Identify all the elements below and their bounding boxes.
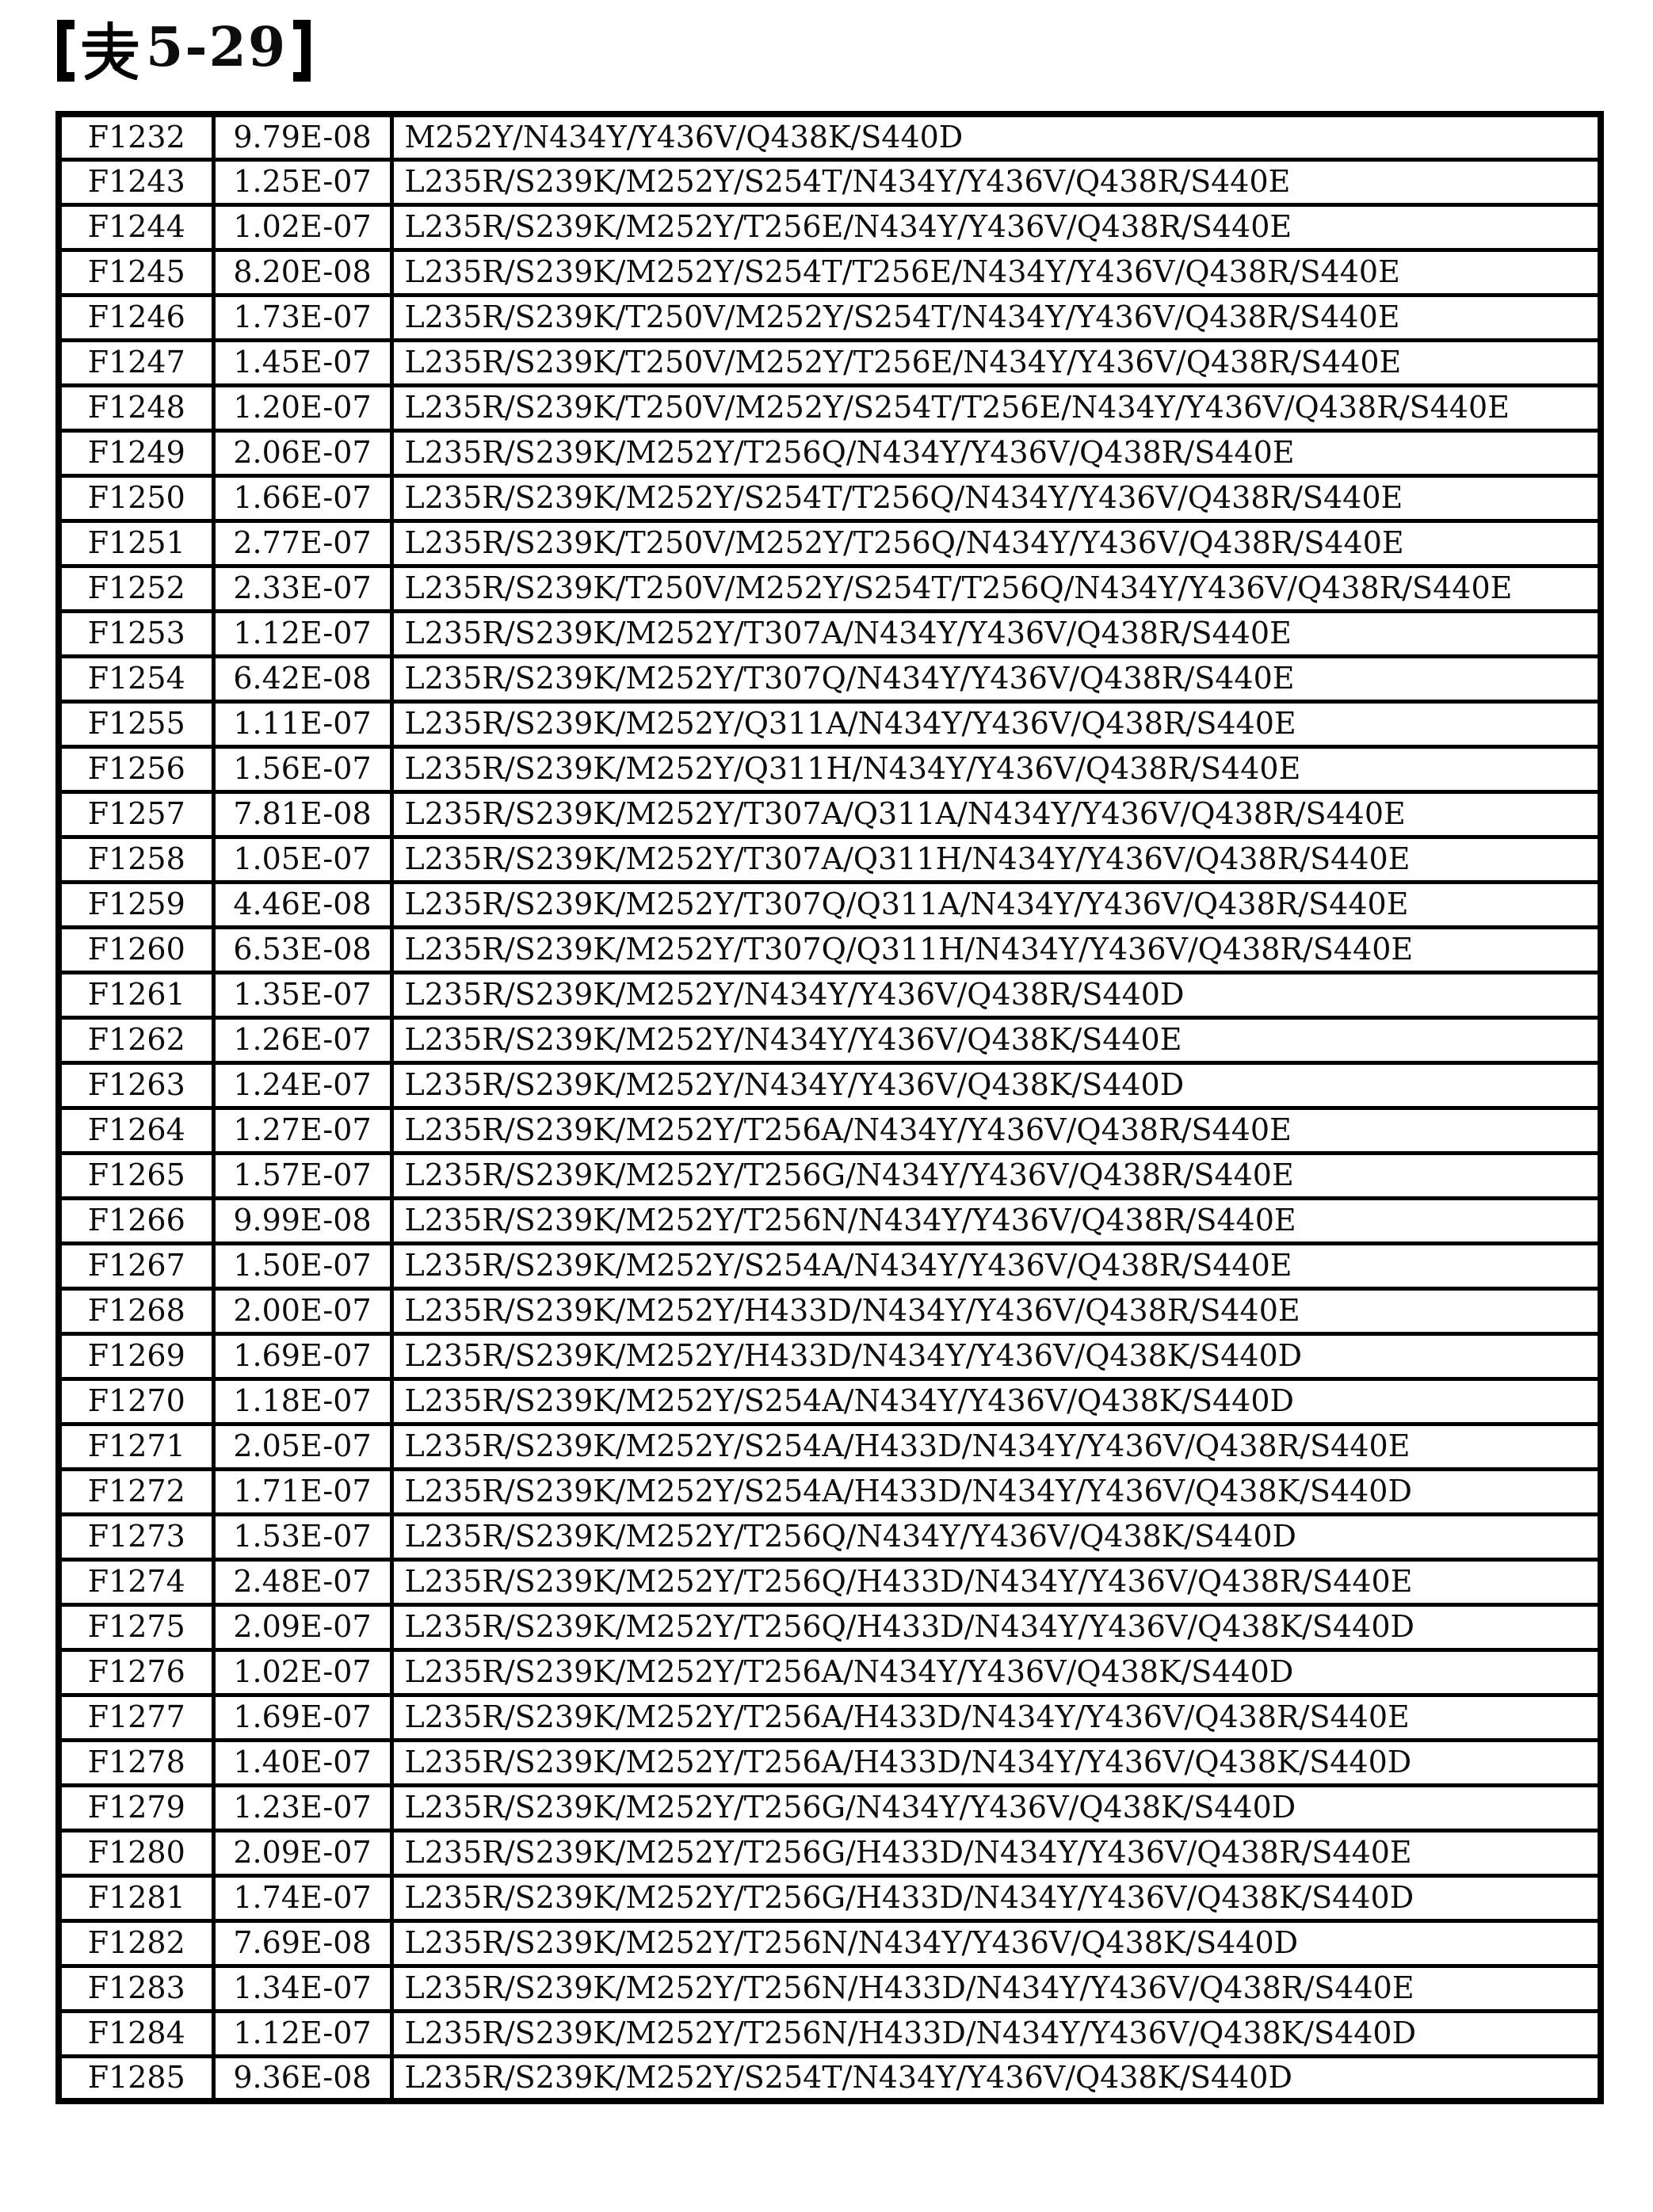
mutations-cell: L235R/S239K/M252Y/T256A/H433D/N434Y/Y436V/Q438K/S440D	[391, 1740, 1601, 1785]
variant-id-cell: F1255	[59, 701, 213, 746]
table-row	[59, 295, 1601, 340]
table-row	[59, 1875, 1601, 1920]
value-cell: 1.50E-07	[213, 1243, 391, 1288]
table-row	[59, 1469, 1601, 1514]
table-row	[59, 837, 1601, 882]
mutations-cell: L235R/S239K/T250V/M252Y/T256E/N434Y/Y436V/Q438R/S440E	[391, 340, 1601, 385]
value-cell: 1.12E-07	[213, 611, 391, 656]
table-row	[59, 1153, 1601, 1198]
variant-id-cell: F1269	[59, 1333, 213, 1379]
table-row	[59, 114, 1601, 159]
table-row	[59, 566, 1601, 611]
mutations-cell: L235R/S239K/M252Y/Q311H/N434Y/Y436V/Q438R/S440E	[391, 746, 1601, 791]
value-cell: 6.53E-08	[213, 927, 391, 972]
variant-id-cell: F1267	[59, 1243, 213, 1288]
table-row	[59, 250, 1601, 295]
value-cell: 2.09E-07	[213, 1604, 391, 1649]
table-row	[59, 1333, 1601, 1379]
variant-id-cell: F1276	[59, 1649, 213, 1695]
mutations-cell: L235R/S239K/M252Y/T256A/N434Y/Y436V/Q438R/S440E	[391, 1108, 1601, 1153]
mutations-cell: L235R/S239K/M252Y/T256E/N434Y/Y436V/Q438R/S440E	[391, 204, 1601, 250]
table-row	[59, 475, 1601, 521]
mutations-cell: L235R/S239K/T250V/M252Y/S254T/T256Q/N434Y/Y436V/Q438R/S440E	[391, 566, 1601, 611]
mutations-cell: L235R/S239K/M252Y/S254A/H433D/N434Y/Y436V/Q438R/S440E	[391, 1424, 1601, 1469]
value-cell: 2.48E-07	[213, 1559, 391, 1604]
table-row	[59, 791, 1601, 837]
variant-id-cell: F1279	[59, 1785, 213, 1830]
mutations-cell: L235R/S239K/M252Y/N434Y/Y436V/Q438K/S440E	[391, 1017, 1601, 1062]
value-cell: 1.71E-07	[213, 1469, 391, 1514]
value-cell: 2.33E-07	[213, 566, 391, 611]
mutations-cell: L235R/S239K/M252Y/T307A/Q311A/N434Y/Y436V/Q438R/S440E	[391, 791, 1601, 837]
mutations-cell: L235R/S239K/M252Y/T307Q/Q311H/N434Y/Y436V/Q438R/S440E	[391, 927, 1601, 972]
value-cell: 1.24E-07	[213, 1062, 391, 1108]
value-cell: 9.79E-08	[213, 114, 391, 159]
mutations-cell: L235R/S239K/M252Y/H433D/N434Y/Y436V/Q438K/S440D	[391, 1333, 1601, 1379]
value-cell: 1.20E-07	[213, 385, 391, 430]
mutations-cell: L235R/S239K/M252Y/T307A/N434Y/Y436V/Q438R/S440E	[391, 611, 1601, 656]
table-row	[59, 1424, 1601, 1469]
value-cell: 7.81E-08	[213, 791, 391, 837]
table-row	[59, 656, 1601, 701]
variant-id-cell: F1282	[59, 1920, 213, 1966]
table-row	[59, 340, 1601, 385]
value-cell: 9.36E-08	[213, 2056, 391, 2101]
value-cell: 1.26E-07	[213, 1017, 391, 1062]
value-cell: 1.05E-07	[213, 837, 391, 882]
variant-id-cell: F1246	[59, 295, 213, 340]
value-cell: 1.56E-07	[213, 746, 391, 791]
variant-id-cell: F1259	[59, 882, 213, 927]
variant-id-cell: F1264	[59, 1108, 213, 1153]
value-cell: 1.27E-07	[213, 1108, 391, 1153]
value-cell: 4.46E-08	[213, 882, 391, 927]
table-row	[59, 1830, 1601, 1875]
variant-id-cell: F1232	[59, 114, 213, 159]
variant-id-cell: F1250	[59, 475, 213, 521]
value-cell: 1.02E-07	[213, 204, 391, 250]
mutations-cell: L235R/S239K/M252Y/H433D/N434Y/Y436V/Q438R/S440E	[391, 1288, 1601, 1333]
variant-table-body	[59, 114, 1601, 2101]
table-row	[59, 1604, 1601, 1649]
value-cell: 2.00E-07	[213, 1288, 391, 1333]
variant-id-cell: F1249	[59, 430, 213, 475]
variant-id-cell: F1243	[59, 159, 213, 204]
variant-id-cell: F1261	[59, 972, 213, 1017]
table-row	[59, 1559, 1601, 1604]
table-row	[59, 611, 1601, 656]
mutations-cell: L235R/S239K/M252Y/T256N/H433D/N434Y/Y436V/Q438K/S440D	[391, 2011, 1601, 2056]
value-cell: 1.02E-07	[213, 1649, 391, 1695]
mutations-cell: L235R/S239K/T250V/M252Y/T256Q/N434Y/Y436V/Q438R/S440E	[391, 521, 1601, 566]
variant-id-cell: F1272	[59, 1469, 213, 1514]
variant-id-cell: F1275	[59, 1604, 213, 1649]
table-row	[59, 1198, 1601, 1243]
mutations-cell: L235R/S239K/T250V/M252Y/S254T/T256E/N434Y/Y436V/Q438R/S440E	[391, 385, 1601, 430]
variant-id-cell: F1265	[59, 1153, 213, 1198]
table-row	[59, 1379, 1601, 1424]
mutations-cell: L235R/S239K/M252Y/S254A/H433D/N434Y/Y436V/Q438K/S440D	[391, 1469, 1601, 1514]
variant-id-cell: F1270	[59, 1379, 213, 1424]
value-cell: 1.35E-07	[213, 972, 391, 1017]
value-cell: 1.69E-07	[213, 1695, 391, 1740]
mutations-cell: L235R/S239K/M252Y/N434Y/Y436V/Q438K/S440D	[391, 1062, 1601, 1108]
table-row	[59, 159, 1601, 204]
variant-id-cell: F1280	[59, 1830, 213, 1875]
variant-id-cell: F1260	[59, 927, 213, 972]
table-row	[59, 882, 1601, 927]
variant-id-cell: F1247	[59, 340, 213, 385]
table-row	[59, 1514, 1601, 1559]
mutations-cell: L235R/S239K/T250V/M252Y/S254T/N434Y/Y436V/Q438R/S440E	[391, 295, 1601, 340]
value-cell: 1.69E-07	[213, 1333, 391, 1379]
variant-id-cell: F1258	[59, 837, 213, 882]
variant-id-cell: F1268	[59, 1288, 213, 1333]
variant-id-cell: F1271	[59, 1424, 213, 1469]
mutations-cell: L235R/S239K/M252Y/Q311A/N434Y/Y436V/Q438R/S440E	[391, 701, 1601, 746]
table-row	[59, 521, 1601, 566]
table-row	[59, 1695, 1601, 1740]
mutations-cell: L235R/S239K/M252Y/T256G/N434Y/Y436V/Q438K/S440D	[391, 1785, 1601, 1830]
mutations-cell: M252Y/N434Y/Y436V/Q438K/S440D	[391, 114, 1601, 159]
mutations-cell: L235R/S239K/M252Y/T256G/H433D/N434Y/Y436V/Q438R/S440E	[391, 1830, 1601, 1875]
table-row	[59, 2011, 1601, 2056]
mutations-cell: L235R/S239K/M252Y/T256A/H433D/N434Y/Y436V/Q438R/S440E	[391, 1695, 1601, 1740]
value-cell: 6.42E-08	[213, 656, 391, 701]
variant-id-cell: F1248	[59, 385, 213, 430]
variant-table	[55, 111, 1604, 2104]
value-cell: 1.53E-07	[213, 1514, 391, 1559]
mutations-cell: L235R/S239K/M252Y/T256Q/H433D/N434Y/Y436V/Q438R/S440E	[391, 1559, 1601, 1604]
value-cell: 1.74E-07	[213, 1875, 391, 1920]
left-lenticular-bracket-icon	[57, 20, 74, 82]
mutations-cell: L235R/S239K/M252Y/T256G/H433D/N434Y/Y436V/Q438K/S440D	[391, 1875, 1601, 1920]
value-cell: 2.77E-07	[213, 521, 391, 566]
mutations-cell: L235R/S239K/M252Y/T256A/N434Y/Y436V/Q438K/S440D	[391, 1649, 1601, 1695]
value-cell: 1.12E-07	[213, 2011, 391, 2056]
mutations-cell: L235R/S239K/M252Y/S254A/N434Y/Y436V/Q438R/S440E	[391, 1243, 1601, 1288]
mutations-cell: L235R/S239K/M252Y/T256N/N434Y/Y436V/Q438R/S440E	[391, 1198, 1601, 1243]
table-row	[59, 1243, 1601, 1288]
table-row	[59, 1062, 1601, 1108]
variant-id-cell: F1277	[59, 1695, 213, 1740]
variant-id-cell: F1263	[59, 1062, 213, 1108]
table-row	[59, 430, 1601, 475]
value-cell: 1.40E-07	[213, 1740, 391, 1785]
mutations-cell: L235R/S239K/M252Y/T307A/Q311H/N434Y/Y436V/Q438R/S440E	[391, 837, 1601, 882]
table-row	[59, 1649, 1601, 1695]
variant-id-cell: F1244	[59, 204, 213, 250]
table-title-number: 5-29	[146, 16, 288, 79]
mutations-cell: L235R/S239K/M252Y/T307Q/Q311A/N434Y/Y436V/Q438R/S440E	[391, 882, 1601, 927]
mutations-cell: L235R/S239K/M252Y/T256N/H433D/N434Y/Y436V/Q438R/S440E	[391, 1966, 1601, 2011]
right-lenticular-bracket-icon	[293, 20, 311, 82]
value-cell: 1.57E-07	[213, 1153, 391, 1198]
table-row	[59, 746, 1601, 791]
value-cell: 9.99E-08	[213, 1198, 391, 1243]
variant-id-cell: F1245	[59, 250, 213, 295]
value-cell: 2.09E-07	[213, 1830, 391, 1875]
variant-id-cell: F1274	[59, 1559, 213, 1604]
table-row	[59, 1785, 1601, 1830]
value-cell: 2.05E-07	[213, 1424, 391, 1469]
variant-id-cell: F1254	[59, 656, 213, 701]
value-cell: 1.73E-07	[213, 295, 391, 340]
table-row	[59, 204, 1601, 250]
variant-id-cell: F1284	[59, 2011, 213, 2056]
variant-id-cell: F1281	[59, 1875, 213, 1920]
kanji-hyou-icon	[81, 20, 139, 82]
table-row	[59, 1920, 1601, 1966]
variant-id-cell: F1252	[59, 566, 213, 611]
table-row	[59, 1288, 1601, 1333]
mutations-cell: L235R/S239K/M252Y/T307Q/N434Y/Y436V/Q438R/S440E	[391, 656, 1601, 701]
table-row	[59, 1017, 1601, 1062]
value-cell: 1.18E-07	[213, 1379, 391, 1424]
value-cell: 1.25E-07	[213, 159, 391, 204]
variant-id-cell: F1278	[59, 1740, 213, 1785]
mutations-cell: L235R/S239K/M252Y/S254T/T256Q/N434Y/Y436V/Q438R/S440E	[391, 475, 1601, 521]
mutations-cell: L235R/S239K/M252Y/N434Y/Y436V/Q438R/S440D	[391, 972, 1601, 1017]
table-title	[57, 16, 311, 86]
variant-id-cell: F1262	[59, 1017, 213, 1062]
variant-id-cell: F1256	[59, 746, 213, 791]
mutations-cell: L235R/S239K/M252Y/S254T/N434Y/Y436V/Q438K/S440D	[391, 2056, 1601, 2101]
value-cell: 1.23E-07	[213, 1785, 391, 1830]
mutations-cell: L235R/S239K/M252Y/S254A/N434Y/Y436V/Q438K/S440D	[391, 1379, 1601, 1424]
value-cell: 1.11E-07	[213, 701, 391, 746]
table-row	[59, 1108, 1601, 1153]
mutations-cell: L235R/S239K/M252Y/T256Q/H433D/N434Y/Y436V/Q438K/S440D	[391, 1604, 1601, 1649]
table-row	[59, 2056, 1601, 2101]
value-cell: 1.66E-07	[213, 475, 391, 521]
variant-id-cell: F1273	[59, 1514, 213, 1559]
variant-id-cell: F1251	[59, 521, 213, 566]
variant-id-cell: F1266	[59, 1198, 213, 1243]
value-cell: 8.20E-08	[213, 250, 391, 295]
value-cell: 7.69E-08	[213, 1920, 391, 1966]
table-row	[59, 972, 1601, 1017]
table-row	[59, 1740, 1601, 1785]
value-cell: 1.45E-07	[213, 340, 391, 385]
table-row	[59, 1966, 1601, 2011]
mutations-cell: L235R/S239K/M252Y/T256N/N434Y/Y436V/Q438K/S440D	[391, 1920, 1601, 1966]
table-row	[59, 701, 1601, 746]
value-cell: 2.06E-07	[213, 430, 391, 475]
mutations-cell: L235R/S239K/M252Y/S254T/N434Y/Y436V/Q438R/S440E	[391, 159, 1601, 204]
mutations-cell: L235R/S239K/M252Y/S254T/T256E/N434Y/Y436V/Q438R/S440E	[391, 250, 1601, 295]
mutations-cell: L235R/S239K/M252Y/T256Q/N434Y/Y436V/Q438R/S440E	[391, 430, 1601, 475]
mutations-cell: L235R/S239K/M252Y/T256Q/N434Y/Y436V/Q438K/S440D	[391, 1514, 1601, 1559]
mutations-cell: L235R/S239K/M252Y/T256G/N434Y/Y436V/Q438R/S440E	[391, 1153, 1601, 1198]
variant-id-cell: F1257	[59, 791, 213, 837]
variant-id-cell: F1253	[59, 611, 213, 656]
variant-id-cell: F1285	[59, 2056, 213, 2101]
value-cell: 1.34E-07	[213, 1966, 391, 2011]
table-row	[59, 927, 1601, 972]
table-row	[59, 385, 1601, 430]
variant-id-cell: F1283	[59, 1966, 213, 2011]
